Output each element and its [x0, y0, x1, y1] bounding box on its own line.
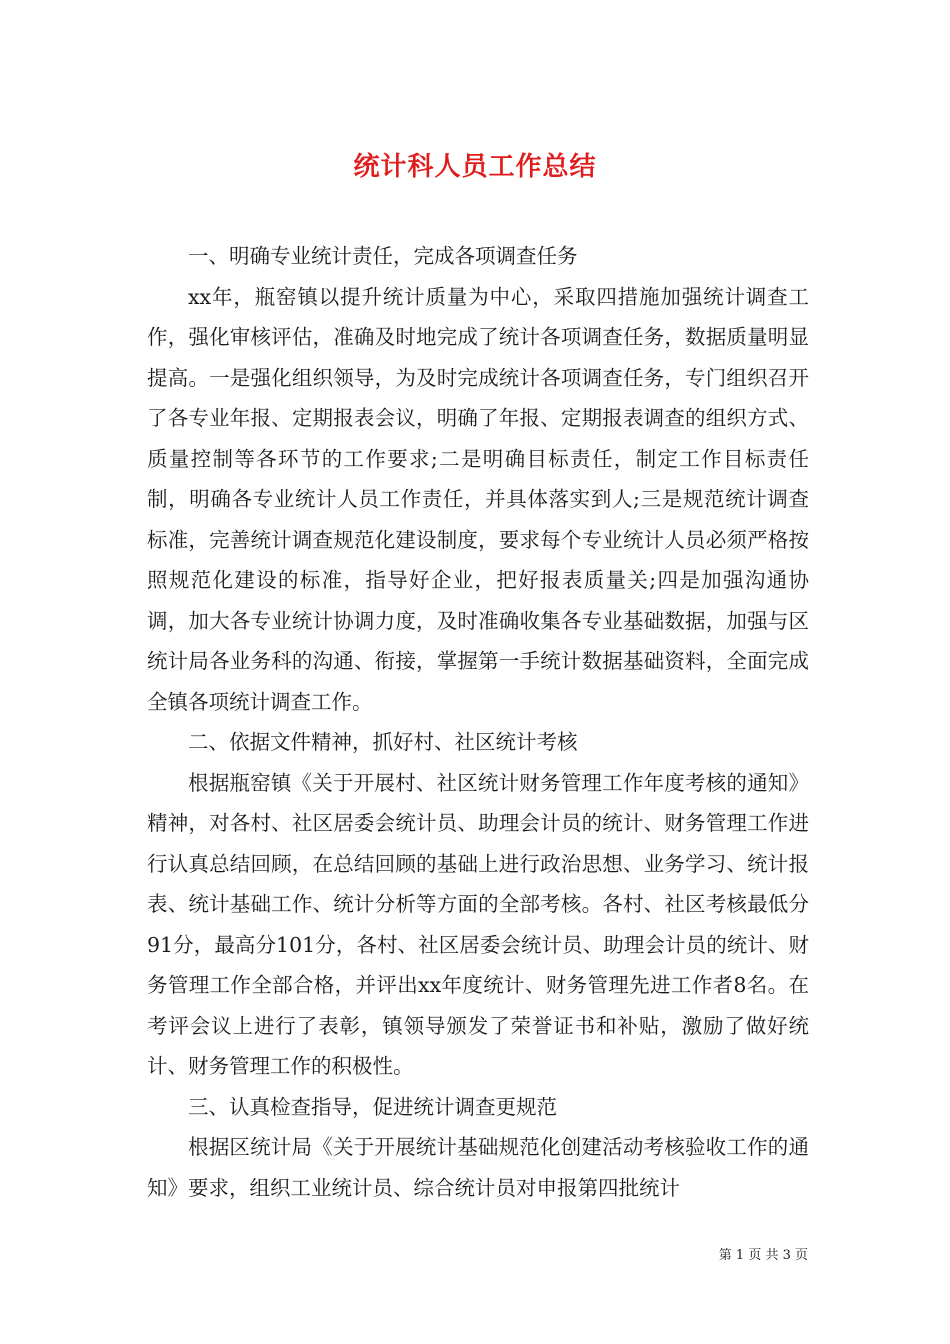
section-3-paragraph: 根据区统计局《关于开展统计基础规范化创建活动考核验收工作的通知》要求，组织工业统计员、综合统计员对申报第四批统计	[147, 1135, 809, 1200]
page-title: 统计科人员工作总结	[353, 152, 597, 183]
section-1-paragraph: xx年，瓶窑镇以提升统计质量为中心，采取四措施加强统计调查工作，强化审核评估，准确及时地完成了统计各项调查任务，数据质量明显提高。一是强化组织领导，为及时完成统计各项调查任务，专门组织召开了各专业年报、定期报表会议，明确了年报、定期报表调查的组织方式、质量控制等各环节的工作要求;二是明确目标责任，制定工作目标责任制，明确各专业统计人员工作责任，并具体落实到人;三是规范统计调查标准，完善统计调查规范化建设制度，要求每个专业统计人员必须严格按照规范化建设的标准，指导好企业，把好报表质量关;四是加强沟通协调，加大各专业统计协调力度，及时准确收集各专业基础数据，加强与区统计局各业务科的沟通、衔接，掌握第一手统计数据基础资料，全面完成全镇各项统计调查工作。	[147, 284, 809, 714]
document-body	[147, 236, 809, 1208]
section-1-heading: 一、明确专业统计责任，完成各项调查任务	[188, 244, 578, 268]
page-number: 第 1 页 共 3 页	[718, 1248, 808, 1263]
section-3-heading: 三、认真检查指导，促进统计调查更规范	[188, 1094, 557, 1119]
section-2-heading: 二、依据文件精神，抓好村、社区统计考核	[188, 730, 578, 754]
section-2-paragraph: 根据瓶窑镇《关于开展村、社区统计财务管理工作年度考核的通知》精神，对各村、社区居委会统计员、助理会计员的统计、财务管理工作进行认真总结回顾，在总结回顾的基础上进行政治思想、业务学习、统计报表、统计基础工作、统计分析等方面的全部考核。各村、社区考核最低分91分，最高分101分，各村、社区居委会统计员、助理会计员的统计、财务管理工作全部合格，并评出xx年度统计、财务管理先进工作者8名。在考评会议上进行了表彰，镇领导颁发了荣誉证书和补贴，激励了做好统计、财务管理工作的积极性。	[147, 770, 809, 1078]
